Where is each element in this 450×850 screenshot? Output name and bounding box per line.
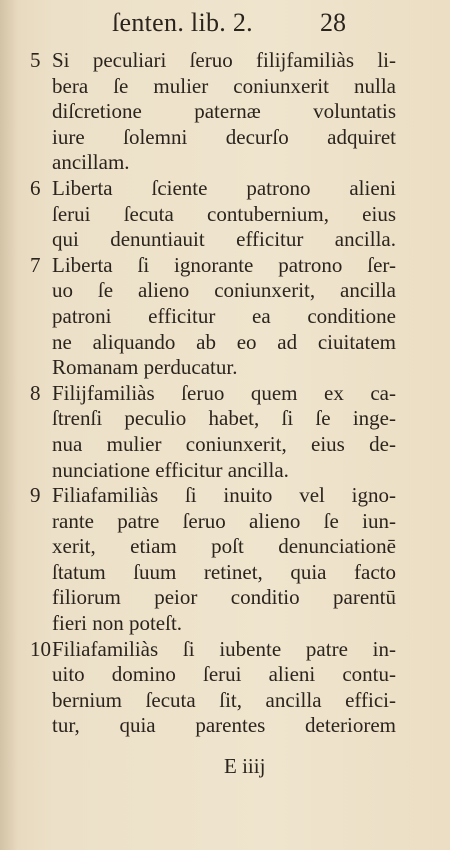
text-line: bera ſe mulier coniunxerit nulla [52, 73, 396, 98]
text-line: Filiafamiliàs ſi inuito vel igno- [52, 483, 396, 508]
text-line: ſtrenſi peculio habet, ſi ſe inge- [52, 406, 396, 431]
text-line: Liberta ſciente patrono alieni [52, 175, 396, 200]
text-line: diſcretione paternæ voluntatis [52, 99, 396, 124]
text-line: Filijfamiliàs ſeruo quem ex ca- [52, 380, 396, 405]
paragraph-6 [0, 176, 450, 253]
page-header [0, 8, 450, 42]
text-line: uito domino ſerui alieni contu- [52, 662, 396, 687]
text-line: patroni efficitur ea conditione [52, 303, 396, 328]
text-line: bernium ſecuta ſit, ancilla effici- [52, 687, 396, 712]
text-line: tur, quia parentes deteriorem [52, 713, 396, 738]
text-line: ſtatum ſuum retinet, quia facto [52, 559, 396, 584]
text-line: Si peculiari ſeruo filijfamiliàs li- [52, 48, 396, 72]
paragraph-number: 9 [30, 483, 41, 508]
text-line: rante patre ſeruo alieno ſe iun- [52, 508, 396, 533]
text-line: Liberta ſi ignorante patrono ſer- [52, 252, 396, 277]
text-line: iure ſolemni decurſo adquiret [52, 124, 396, 149]
text-line: xerit, etiam poſt denunciationē [52, 534, 396, 559]
text-line: nunciatione efficitur ancilla. [52, 457, 289, 482]
text-line: nua mulier coniunxerit, eius de- [52, 431, 396, 456]
text-line: Romanam perducatur. [52, 355, 238, 380]
paragraph-9 [0, 483, 450, 637]
text-line: fieri non poteſt. [52, 611, 183, 636]
paragraph-8 [0, 381, 450, 483]
paragraph-7 [0, 253, 450, 381]
text-line: Filiafamiliàs ſi iubente patre in- [52, 636, 396, 661]
text-line: ſerui ſecuta contubernium, eius [52, 201, 396, 226]
text-line: ne aliquando ab eo ad ciuitatem [52, 329, 396, 354]
signature-mark: E iiij [224, 754, 266, 778]
page-body [0, 48, 450, 739]
paragraph-10 [0, 637, 450, 739]
paragraph-number: 7 [30, 252, 41, 277]
running-head: ſenten. lib. 2. [112, 8, 253, 37]
paragraph-number: 8 [30, 380, 41, 405]
paragraph-number: 10 [30, 636, 51, 661]
text-line: qui denuntiauit efficitur ancilla. [52, 227, 396, 252]
text-line: filiorum peior conditio parentū [52, 585, 396, 610]
page-number: 28 [320, 8, 346, 37]
paragraph-number: 5 [30, 48, 41, 72]
text-line: uo ſe alieno coniunxerit, ancilla [52, 278, 396, 303]
paragraph-5 [0, 48, 450, 176]
text-line: ancillam. [52, 150, 130, 175]
paragraph-number: 6 [30, 175, 41, 200]
